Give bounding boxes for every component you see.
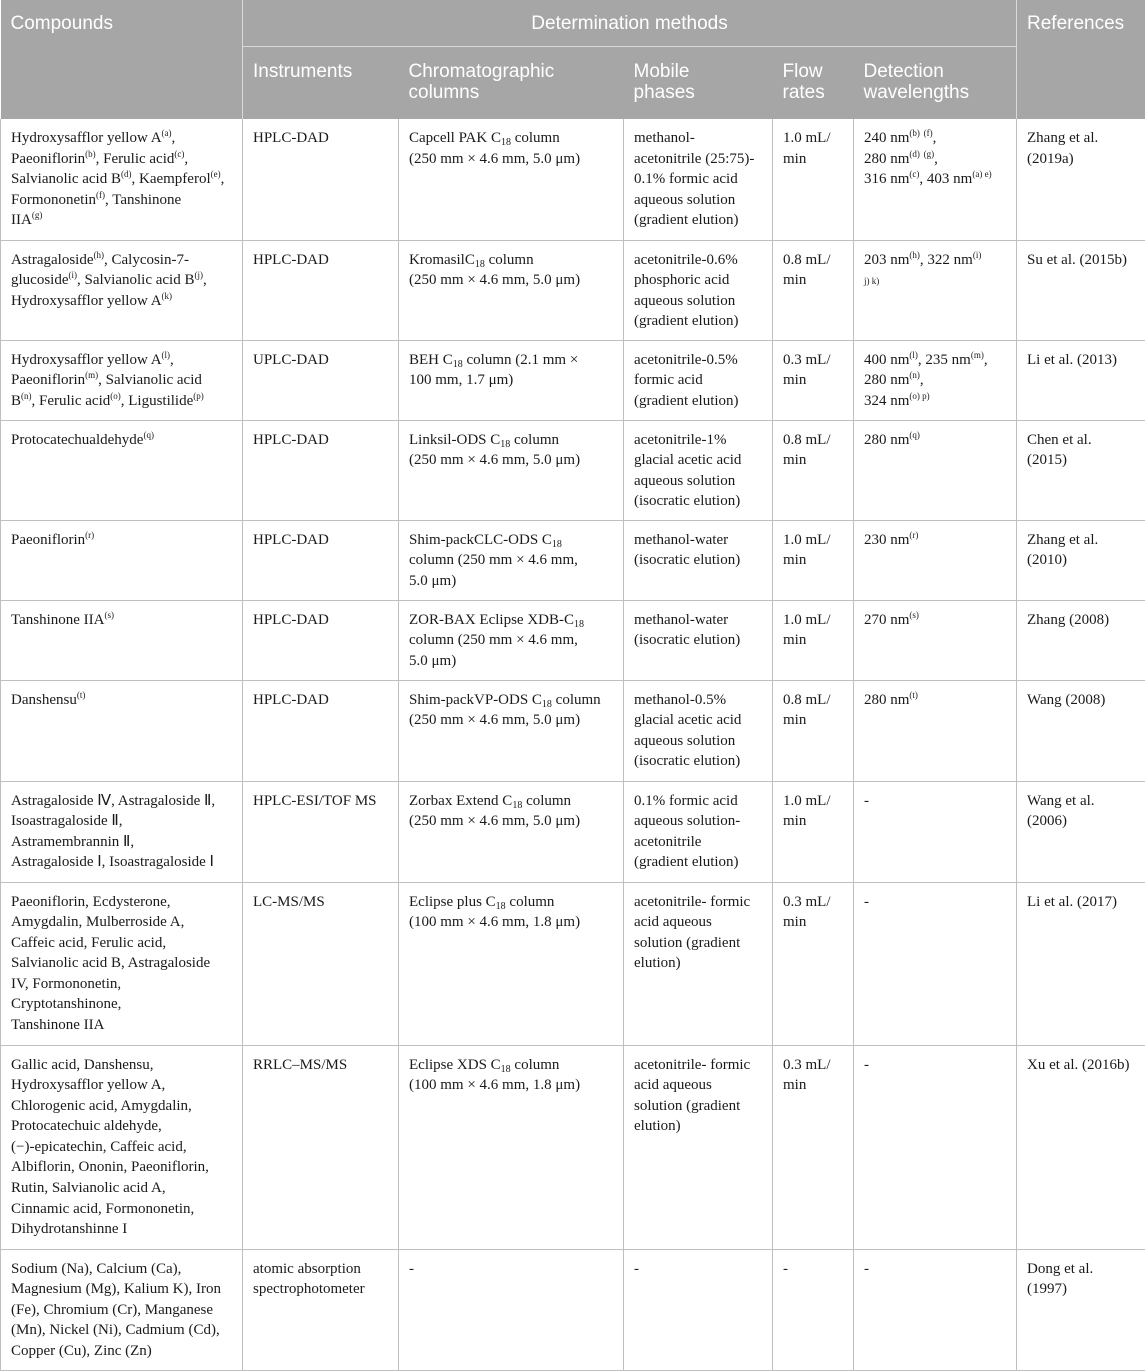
column-cell: - bbox=[399, 1249, 624, 1370]
table-row bbox=[1, 520, 1145, 600]
compounds-cell: Hydroxysafflor yellow $A^{(a)}$, Paeoniflorin$^{(b)}$, Ferulic acid$^{(c)}$, Salvianolic acid $B^{(d)}$, Kaempferol$^{(e)}$, Formononetin$^{(f)}$, Tanshinone IIA$^{(g)}$ bbox=[1, 119, 243, 240]
header-determination-methods: Determination methods bbox=[243, 0, 1017, 46]
table-row bbox=[1, 420, 1145, 520]
instrument-cell: LC-MS/MS bbox=[243, 882, 399, 1045]
reference-cell: Wang (2008) bbox=[1017, 680, 1145, 781]
mobile-phase-cell: - bbox=[624, 1249, 773, 1370]
instrument-cell: UPLC-DAD bbox=[243, 340, 399, 420]
column-cell: ZOR-BAX Eclipse XDB-$C_{18}$ column (250 mm × 4.6 mm, 5.0 μm) bbox=[399, 600, 624, 680]
header-chromatographic-columns: Chromatographic columns bbox=[399, 46, 624, 119]
mobile-phase-cell: acetonitrile-0.5% formic acid (gradient elution) bbox=[624, 340, 773, 420]
header-row-top bbox=[1, 0, 1145, 46]
table-row bbox=[1, 340, 1145, 420]
reference-cell: Wang et al. (2006) bbox=[1017, 781, 1145, 882]
table-row bbox=[1, 680, 1145, 781]
compounds-cell: Astragaloside$^{(h)}$, Calycosin-7- glucoside$^{(i)}$, Salvianolic acid $B^{(j)}$, Hydroxysafflor yellow $A^{(k)}$ bbox=[1, 240, 243, 340]
table-row bbox=[1, 240, 1145, 340]
flow-rate-cell: 0.3 mL/ min bbox=[773, 882, 854, 1045]
reference-cell: Dong et al. (1997) bbox=[1017, 1249, 1145, 1370]
flow-rate-cell: 0.8 mL/ min bbox=[773, 240, 854, 340]
reference-cell: Zhang (2008) bbox=[1017, 600, 1145, 680]
compounds-cell: Astragaloside Ⅳ, Astragaloside Ⅱ, Isoastragaloside Ⅱ, Astramembrannin Ⅱ, Astragaloside Ⅰ, Isoastragaloside Ⅰ bbox=[1, 781, 243, 882]
wavelength-cell: 230 $nm^{(r)}$ bbox=[854, 520, 1017, 600]
mobile-phase-cell: acetonitrile-1% glacial acetic acid aqueous solution (isocratic elution) bbox=[624, 420, 773, 520]
header-flow-rates: Flow rates bbox=[773, 46, 854, 119]
flow-rate-cell: 1.0 mL/ min bbox=[773, 781, 854, 882]
instrument-cell: HPLC-DAD bbox=[243, 240, 399, 340]
column-cell: Shim-packVP-ODS $C_{18}$ column (250 mm × 4.6 mm, 5.0 μm) bbox=[399, 680, 624, 781]
mobile-phase-cell: acetonitrile- formic acid aqueous solution (gradient elution) bbox=[624, 1045, 773, 1249]
compounds-cell: Tanshinone IIA$^{(s)}$ bbox=[1, 600, 243, 680]
flow-rate-cell: - bbox=[773, 1249, 854, 1370]
instrument-cell: RRLC–MS/MS bbox=[243, 1045, 399, 1249]
table-row bbox=[1, 1249, 1145, 1370]
table-row bbox=[1, 1045, 1145, 1249]
reference-cell: Xu et al. (2016b) bbox=[1017, 1045, 1145, 1249]
compounds-cell: Sodium (Na), Calcium (Ca), Magnesium (Mg), Kalium K), Iron (Fe), Chromium (Cr), Manganese (Mn), Nickel (Ni), Cadmium (Cd), Copper (Cu), Zinc (Zn) bbox=[1, 1249, 243, 1370]
wavelength-cell: 400 $nm^{(l)}$, 235 $nm^{(m)}$, 280 $nm^{(n)}$, 324 $nm^{(o) p)}$ bbox=[854, 340, 1017, 420]
mobile-phase-cell: methanol-0.5% glacial acetic acid aqueous solution (isocratic elution) bbox=[624, 680, 773, 781]
flow-rate-cell: 0.3 mL/ min bbox=[773, 340, 854, 420]
table-row bbox=[1, 882, 1145, 1045]
instrument-cell: HPLC-DAD bbox=[243, 119, 399, 240]
header-detection-wavelengths: Detection wavelengths bbox=[854, 46, 1017, 119]
mobile-phase-cell: methanol-water (isocratic elution) bbox=[624, 520, 773, 600]
instrument-cell: HPLC-DAD bbox=[243, 680, 399, 781]
column-cell: Eclipse XDS $C_{18}$ column (100 mm × 4.6 mm, 1.8 μm) bbox=[399, 1045, 624, 1249]
mobile-phase-cell: 0.1% formic acid aqueous solution- acetonitrile (gradient elution) bbox=[624, 781, 773, 882]
flow-rate-cell: 0.3 mL/ min bbox=[773, 1045, 854, 1249]
flow-rate-cell: 1.0 mL/ min bbox=[773, 600, 854, 680]
compounds-cell: Gallic acid, Danshensu, Hydroxysafflor yellow A, Chlorogenic acid, Amygdalin, Protocatechuic aldehyde, (−)-epicatechin, Caffeic acid, Albiflorin, Ononin, Paeoniflorin, Rutin, Salvianolic acid A, Cinnamic acid, Formononetin, Dihydrotanshinne I bbox=[1, 1045, 243, 1249]
compounds-cell: Protocatechualdehyde$^{(q)}$ bbox=[1, 420, 243, 520]
header-instruments: Instruments bbox=[243, 46, 399, 119]
column-cell: Eclipse plus $C_{18}$ column (100 mm × 4.6 mm, 1.8 μm) bbox=[399, 882, 624, 1045]
wavelength-cell: - bbox=[854, 1045, 1017, 1249]
table-row bbox=[1, 600, 1145, 680]
compounds-cell: Paeoniflorin$^{(r)}$ bbox=[1, 520, 243, 600]
table-row bbox=[1, 781, 1145, 882]
flow-rate-cell: 0.8 mL/ min bbox=[773, 680, 854, 781]
wavelength-cell: - bbox=[854, 1249, 1017, 1370]
reference-cell: Zhang et al. (2010) bbox=[1017, 520, 1145, 600]
wavelength-cell: 280 $nm^{(t)}$ bbox=[854, 680, 1017, 781]
compounds-cell: Paeoniflorin, Ecdysterone, Amygdalin, Mulberroside A, Caffeic acid, Ferulic acid, Salvianolic acid B, Astragaloside IV, Formononetin, Cryptotanshinone, Tanshinone IIA bbox=[1, 882, 243, 1045]
mobile-phase-cell: methanol- acetonitrile (25:75)- 0.1% formic acid aqueous solution (gradient elution) bbox=[624, 119, 773, 240]
flow-rate-cell: 1.0 mL/ min bbox=[773, 119, 854, 240]
header-references: References bbox=[1017, 0, 1145, 119]
instrument-cell: HPLC-DAD bbox=[243, 420, 399, 520]
mobile-phase-cell: acetonitrile- formic acid aqueous solution (gradient elution) bbox=[624, 882, 773, 1045]
instrument-cell: HPLC-DAD bbox=[243, 520, 399, 600]
reference-cell: Zhang et al. (2019a) bbox=[1017, 119, 1145, 240]
reference-cell: Chen et al. (2015) bbox=[1017, 420, 1145, 520]
table-row bbox=[1, 119, 1145, 240]
compounds-cell: Danshensu$^{(t)}$ bbox=[1, 680, 243, 781]
reference-cell: Su et al. (2015b) bbox=[1017, 240, 1145, 340]
flow-rate-cell: 1.0 mL/ min bbox=[773, 520, 854, 600]
column-cell: Zorbax Extend $C_{18}$ column (250 mm × 4.6 mm, 5.0 μm) bbox=[399, 781, 624, 882]
flow-rate-cell: 0.8 mL/ min bbox=[773, 420, 854, 520]
instrument-cell: HPLC-ESI/TOF MS bbox=[243, 781, 399, 882]
wavelength-cell: - bbox=[854, 882, 1017, 1045]
header-mobile-phases: Mobile phases bbox=[624, 46, 773, 119]
instrument-cell: atomic absorption spectrophotometer bbox=[243, 1249, 399, 1370]
reference-cell: Li et al. (2013) bbox=[1017, 340, 1145, 420]
column-cell: Capcell PAK $C_{18}$ column (250 mm × 4.6 mm, 5.0 μm) bbox=[399, 119, 624, 240]
mobile-phase-cell: methanol-water (isocratic elution) bbox=[624, 600, 773, 680]
column-cell: Shim-packCLC-ODS $C_{18}$ column (250 mm × 4.6 mm, 5.0 μm) bbox=[399, 520, 624, 600]
column-cell: KromasilC$_{18}$ column (250 mm × 4.6 mm, 5.0 μm) bbox=[399, 240, 624, 340]
column-cell: BEH $C_{18}$ column (2.1 mm × 100 mm, 1.7 μm) bbox=[399, 340, 624, 420]
wavelength-cell: 280 $nm^{(q)}$ bbox=[854, 420, 1017, 520]
wavelength-cell: 270 $nm^{(s)}$ bbox=[854, 600, 1017, 680]
reference-cell: Li et al. (2017) bbox=[1017, 882, 1145, 1045]
mobile-phase-cell: acetonitrile-0.6% phosphoric acid aqueous solution (gradient elution) bbox=[624, 240, 773, 340]
wavelength-cell: - bbox=[854, 781, 1017, 882]
compounds-cell: Hydroxysafflor yellow $A^{(l)}$, Paeoniflorin$^{(m)}$, Salvianolic acid $B^{(n)}$, Ferulic acid$^{(o)}$, Ligustilide$^{(p)}$ bbox=[1, 340, 243, 420]
instrument-cell: HPLC-DAD bbox=[243, 600, 399, 680]
wavelength-cell: 203 $nm^{(h)}$, 322 $nm^{(i)}$ j) k) bbox=[854, 240, 1017, 340]
header-compounds: Compounds bbox=[1, 0, 243, 119]
column-cell: Linksil-ODS $C_{18}$ column (250 mm × 4.6 mm, 5.0 μm) bbox=[399, 420, 624, 520]
wavelength-cell: 240 $nm^{(b)}$ $^{(f)}$, 280 $nm^{(d)}$ $^{(g)}$, 316 $nm^{(c)}$, 403 $nm^{(a) e)}$ bbox=[854, 119, 1017, 240]
